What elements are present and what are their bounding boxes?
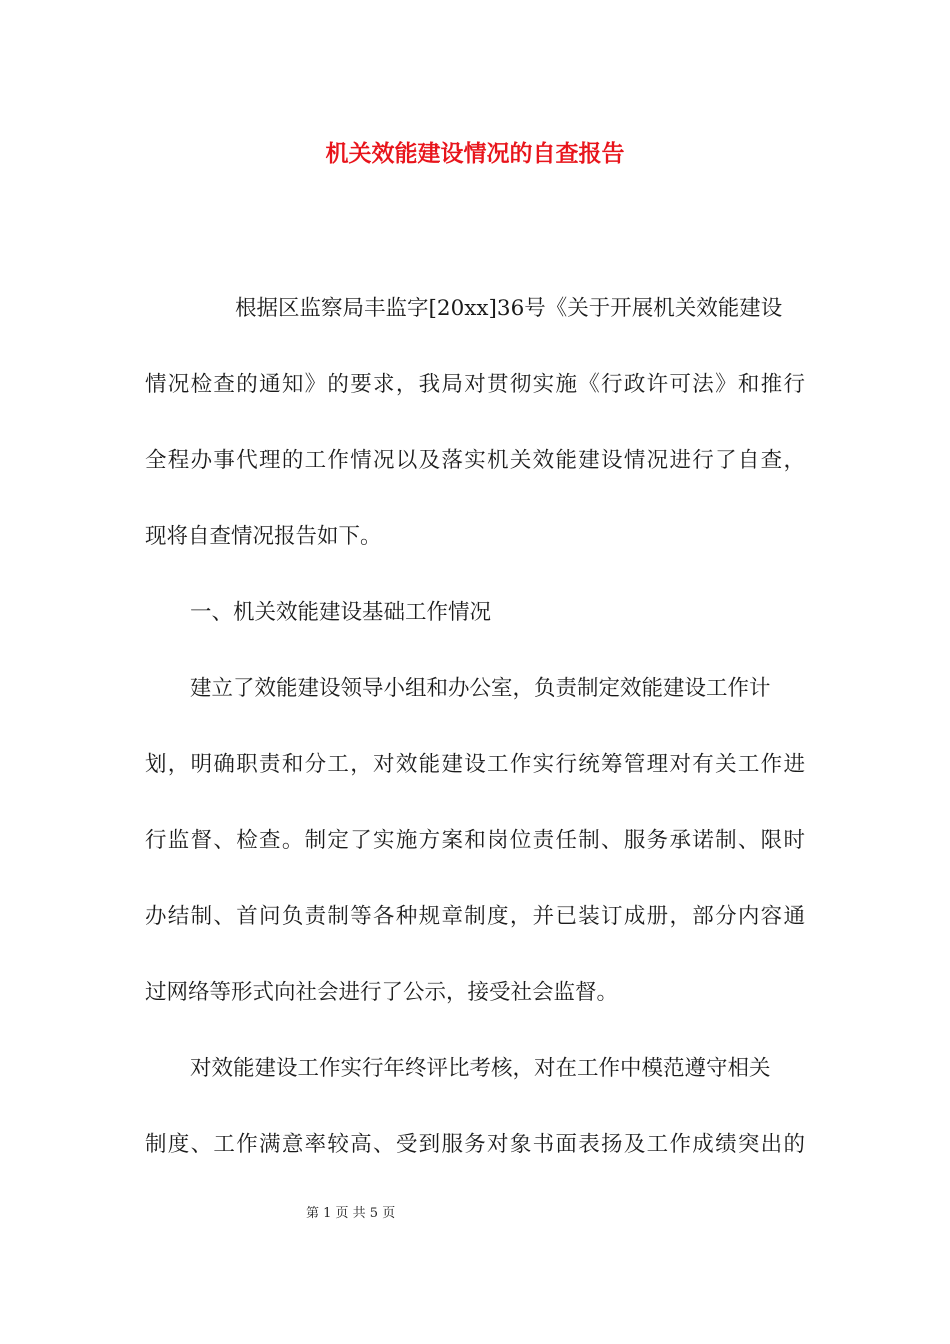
paragraph-line: 情况检查的通知》的要求，我局对贯彻实施《行政许可法》和推行: [145, 372, 805, 397]
paragraph-line: 划，明确职责和分工，对效能建设工作实行统筹管理对有关工作进: [145, 752, 805, 777]
paragraph-line: 过网络等形式向社会进行了公示，接受社会监督。: [145, 980, 619, 1005]
paragraph-line: 对效能建设工作实行年终评比考核，对在工作中模范遵守相关: [190, 1056, 771, 1081]
paragraph-line: 全程办事代理的工作情况以及落实机关效能建设情况进行了自查，: [145, 448, 805, 473]
paragraph-line: 制度、工作满意率较高、受到服务对象书面表扬及工作成绩突出的: [145, 1132, 805, 1157]
document-title: 机关效能建设情况的自查报告: [325, 140, 625, 167]
paragraph-line: 行监督、检查。制定了实施方案和岗位责任制、服务承诺制、限时: [145, 828, 805, 853]
paragraph-line: 办结制、首问负责制等各种规章制度，并已装订成册，部分内容通: [145, 904, 805, 929]
paragraph-line: 根据区监察局丰监字[20xx]36号《关于开展机关效能建设: [235, 296, 783, 321]
document-body: [145, 290, 805, 1202]
page-number-footer: 第 1 页 共 5 页: [306, 1206, 396, 1221]
paragraph-line: 现将自查情况报告如下。: [145, 524, 382, 549]
paragraph-line: 建立了效能建设领导小组和办公室，负责制定效能建设工作计: [190, 676, 771, 701]
section-heading: 一、机关效能建设基础工作情况: [190, 600, 492, 625]
